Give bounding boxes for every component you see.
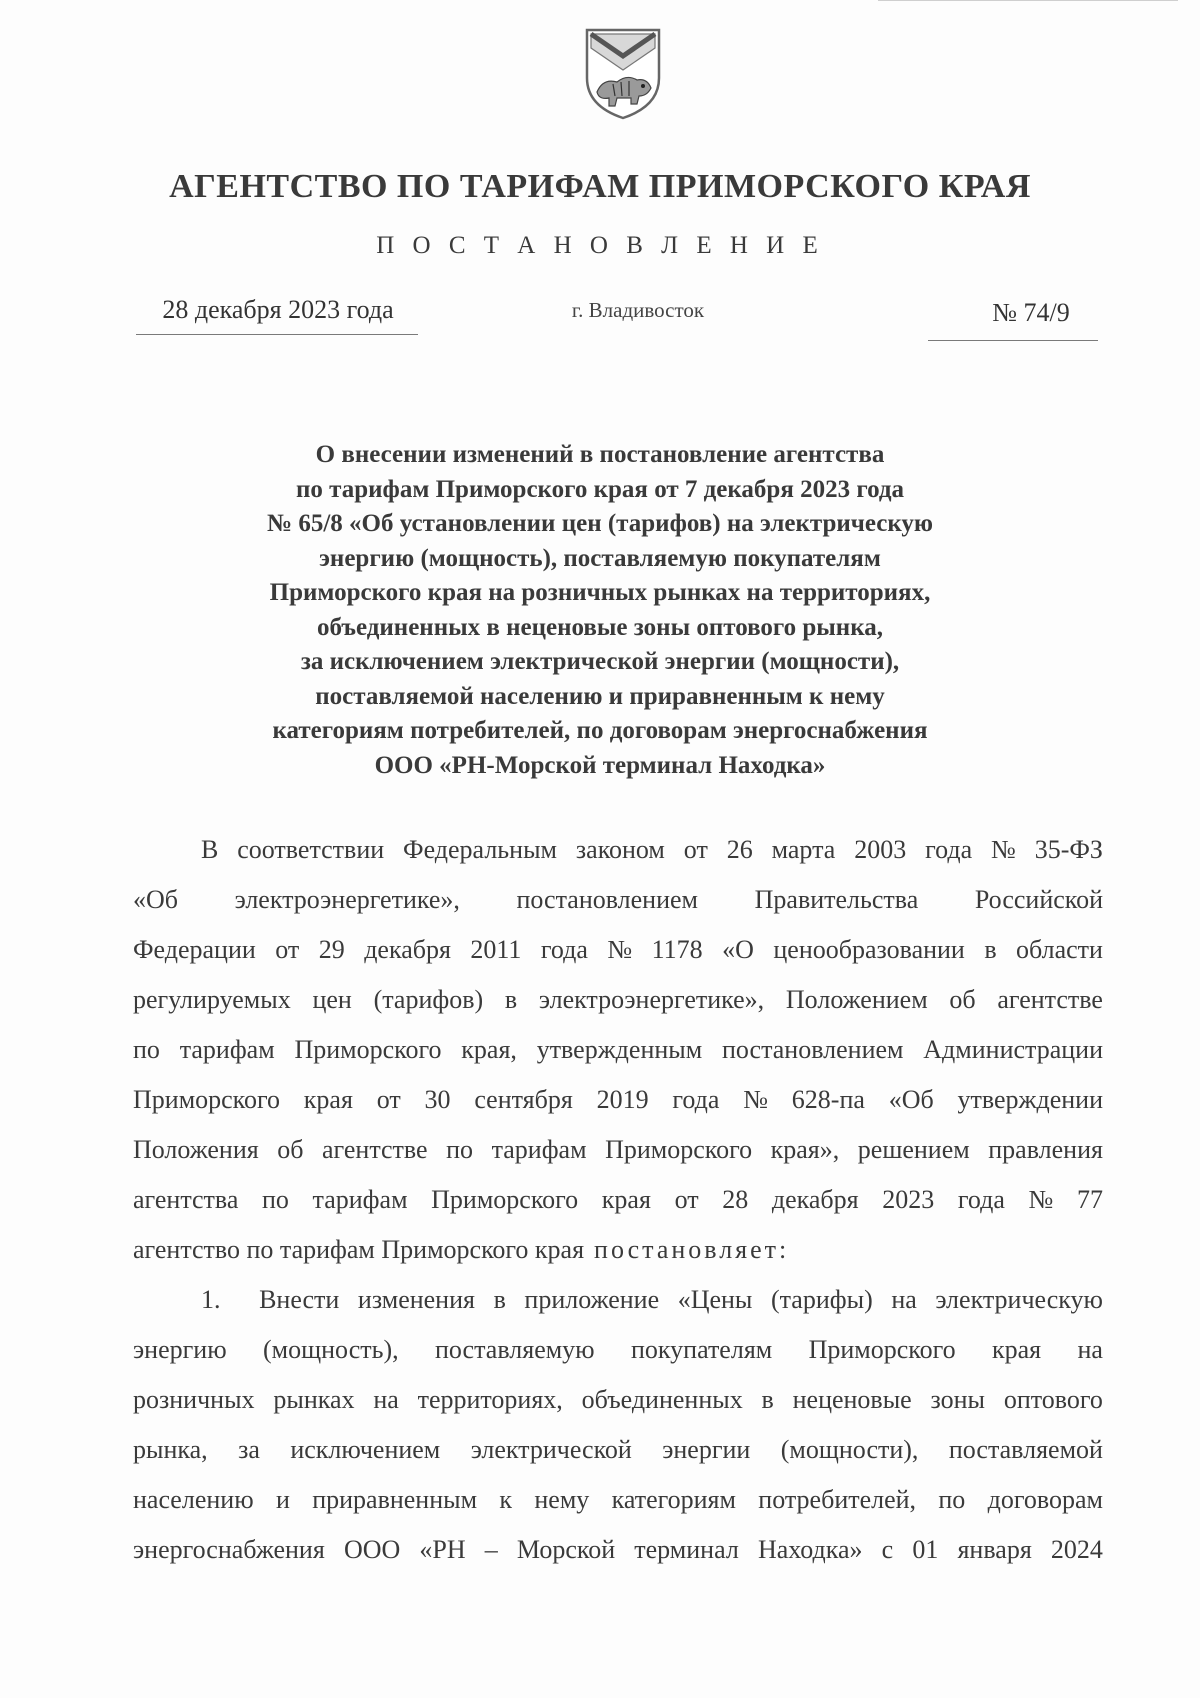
- body-word: энергию: [133, 1335, 227, 1364]
- body-word: соответствии: [237, 835, 385, 864]
- body-word: тарифам: [312, 1185, 408, 1214]
- body-word: утверждении: [957, 1085, 1103, 1114]
- body-word: 35-ФЗ: [1034, 835, 1103, 864]
- body-word: Приморского: [133, 1085, 281, 1114]
- body-word: 628-па: [791, 1085, 865, 1114]
- title-line: категориям потребителей, по договорам энергоснабжения: [272, 717, 928, 744]
- body-word: «Цены: [677, 1285, 753, 1314]
- body-word: постановляет:: [594, 1235, 790, 1264]
- body-line: [133, 1275, 1103, 1325]
- body-word: сентября: [474, 1085, 573, 1114]
- body-line: [133, 1125, 1103, 1175]
- body-word: Федеральным: [403, 835, 557, 864]
- body-word: 2019: [596, 1085, 649, 1114]
- body-word: законом: [575, 835, 665, 864]
- body-word: электрическую: [935, 1285, 1103, 1314]
- body-word: по: [446, 1135, 474, 1164]
- body-word: Приморского: [431, 1185, 579, 1214]
- body-word: «О: [722, 935, 754, 964]
- body-word: объединенных: [581, 1385, 743, 1414]
- body-word: №: [607, 935, 633, 964]
- body-word: В: [201, 835, 219, 864]
- body-word: 2024: [1050, 1535, 1103, 1564]
- body-word: потребителей,: [758, 1485, 917, 1514]
- body-word: тарифам: [491, 1135, 587, 1164]
- body-word: ценообразовании: [773, 935, 965, 964]
- body-word: края: [992, 1335, 1042, 1364]
- body-word: (мощность),: [263, 1335, 399, 1364]
- body-word: января: [957, 1535, 1032, 1564]
- body-line: [133, 1425, 1103, 1475]
- document-date: 28 декабря 2023 года: [162, 295, 394, 324]
- body-word: Находка»: [757, 1535, 863, 1564]
- body-word: решением: [857, 1135, 970, 1164]
- body-line: [133, 925, 1103, 975]
- body-word: на: [891, 1285, 917, 1314]
- body-word: розничных: [133, 1385, 255, 1414]
- body-word: «РН: [419, 1535, 466, 1564]
- body-word: правления: [988, 1135, 1103, 1164]
- body-word: договорам: [987, 1485, 1103, 1514]
- body-word: изменения: [357, 1285, 475, 1314]
- body-word: 2023: [882, 1185, 935, 1214]
- body-word: области: [1016, 935, 1103, 964]
- title-line: объединенных в неценовые зоны оптового рынка,: [317, 613, 883, 641]
- body-word: категориям: [611, 1485, 736, 1514]
- body-word: покупателям: [630, 1335, 773, 1364]
- body-word: 77: [1076, 1185, 1103, 1214]
- body-line: [133, 875, 1103, 925]
- body-word: оптового: [1003, 1385, 1103, 1414]
- body-word: приложение: [524, 1285, 660, 1314]
- title-line: ООО «РН-Морской терминал Находка»: [374, 751, 826, 779]
- body-word: 1178: [651, 935, 703, 964]
- body-word: края,: [461, 1035, 517, 1064]
- body-word: 1.: [201, 1285, 221, 1314]
- document-body: [133, 825, 1103, 1575]
- body-word: поставляемой: [948, 1435, 1103, 1464]
- body-word: от: [683, 835, 708, 864]
- body-word: Администрации: [923, 1035, 1103, 1064]
- body-line: [133, 1075, 1103, 1125]
- body-word: 2003: [854, 835, 907, 864]
- body-word: регулируемых: [133, 985, 291, 1014]
- body-word: нему: [534, 1485, 590, 1514]
- body-word: на: [1077, 1335, 1103, 1364]
- body-word: года: [925, 835, 973, 864]
- body-word: Приморского: [294, 1035, 442, 1064]
- body-word: 01: [912, 1535, 939, 1564]
- body-line: [133, 1325, 1103, 1375]
- body-word: края: [303, 1085, 353, 1114]
- body-word: агентство по тарифам Приморского края: [133, 1235, 585, 1264]
- body-word: Положения: [133, 1135, 259, 1164]
- body-word: на: [373, 1385, 399, 1414]
- body-word: рынках: [273, 1385, 355, 1414]
- body-word: энергии: [662, 1435, 751, 1464]
- body-word: –: [484, 1535, 498, 1564]
- scan-edge-line: [878, 0, 1178, 1]
- title-line: Приморского края на розничных рынках на территориях,: [269, 579, 931, 606]
- body-word: края: [601, 1185, 651, 1214]
- body-word: агентства: [133, 1185, 239, 1214]
- body-word: агентстве: [322, 1135, 428, 1164]
- title-line: поставляемой населению и приравненным к нему: [315, 682, 885, 710]
- body-word: электроэнергетике»,: [538, 985, 765, 1014]
- body-word: декабря: [364, 935, 451, 964]
- body-word: от: [674, 1185, 699, 1214]
- document-number: № 74/9: [992, 298, 1070, 327]
- body-word: 28: [722, 1185, 749, 1214]
- body-word: населению: [133, 1485, 254, 1514]
- body-word: в: [761, 1385, 774, 1414]
- body-word: №: [743, 1085, 768, 1114]
- body-word: рынка,: [133, 1435, 208, 1464]
- title-line: за исключением электрической энергии (мощности),: [300, 648, 900, 675]
- body-word: 30: [424, 1085, 451, 1114]
- title-line: по тарифам Приморского края от 7 декабря 2023 года: [295, 475, 905, 503]
- body-line: [133, 1375, 1103, 1425]
- body-word: «Об: [888, 1085, 934, 1114]
- body-line: [133, 1175, 1103, 1225]
- body-word: об: [949, 985, 976, 1014]
- body-word: 26: [726, 835, 753, 864]
- body-word: Внести: [259, 1285, 340, 1314]
- body-word: энергоснабжения: [133, 1535, 325, 1564]
- body-word: за: [238, 1435, 260, 1464]
- body-word: от: [376, 1085, 401, 1114]
- body-word: ООО: [343, 1535, 401, 1564]
- body-word: года: [540, 935, 588, 964]
- title-line: О внесении изменений в постановление агентства: [315, 441, 885, 468]
- body-word: №: [991, 835, 1016, 864]
- body-word: «Об: [133, 885, 179, 914]
- title-line: энергию (мощность), поставляемую покупателям: [319, 544, 881, 572]
- body-word: декабря: [771, 1185, 859, 1214]
- document-city: г. Владивосток: [571, 298, 705, 322]
- body-line: [133, 1525, 1103, 1575]
- body-word: цен: [312, 985, 352, 1014]
- body-word: №: [1028, 1185, 1054, 1214]
- body-word: постановлением: [721, 1035, 904, 1064]
- body-word: исключением: [290, 1435, 441, 1464]
- body-word: года: [957, 1185, 1005, 1214]
- body-word: в: [504, 985, 518, 1014]
- body-word: года: [672, 1085, 720, 1114]
- body-word: утвержденным: [536, 1035, 703, 1064]
- body-word: по: [262, 1185, 289, 1214]
- body-word: об: [277, 1135, 304, 1164]
- body-word: с: [881, 1535, 894, 1564]
- body-word: зоны: [930, 1385, 986, 1414]
- body-word: (тарифов): [373, 985, 484, 1014]
- body-word: агентстве: [997, 985, 1103, 1014]
- body-word: Морской: [516, 1535, 616, 1564]
- body-word: от: [275, 935, 300, 964]
- body-word: (тарифы): [770, 1285, 873, 1314]
- body-word: электрической: [470, 1435, 632, 1464]
- document-title: [180, 438, 1020, 783]
- body-line: [133, 1225, 1103, 1275]
- body-word: по: [938, 1485, 966, 1514]
- body-word: по: [133, 1035, 160, 1064]
- body-word: Приморского: [605, 1135, 753, 1164]
- body-word: приравненным: [312, 1485, 478, 1514]
- body-word: к: [499, 1485, 513, 1514]
- body-word: края»,: [770, 1135, 840, 1164]
- body-word: тарифам: [179, 1035, 275, 1064]
- body-word: поставляемую: [435, 1335, 595, 1364]
- body-word: в: [493, 1285, 506, 1314]
- body-word: в: [984, 935, 997, 964]
- body-word: Федерации: [133, 935, 256, 964]
- body-word: Положением: [785, 985, 928, 1014]
- body-word: 29: [318, 935, 345, 964]
- body-line: [133, 1475, 1103, 1525]
- title-line: № 65/8 «Об установлении цен (тарифов) на электрическую: [266, 510, 933, 537]
- document-type: П О С Т А Н О В Л Е Н И Е: [376, 232, 824, 259]
- number-underline: [928, 340, 1098, 341]
- date-underline: [136, 334, 418, 335]
- body-word: 2011: [470, 935, 522, 964]
- body-word: Правительства: [754, 885, 919, 914]
- body-word: территориях,: [417, 1385, 563, 1414]
- body-word: Российской: [974, 885, 1103, 914]
- agency-name: АГЕНТСТВО ПО ТАРИФАМ ПРИМОРСКОГО КРАЯ: [169, 168, 1031, 205]
- coat-of-arms-tiger-icon: [583, 26, 663, 120]
- body-word: неценовые: [792, 1385, 912, 1414]
- body-line: [133, 975, 1103, 1025]
- body-word: и: [275, 1485, 290, 1514]
- body-word: постановлением: [516, 885, 699, 914]
- body-word: марта: [771, 835, 836, 864]
- body-word: терминал: [634, 1535, 739, 1564]
- body-line: [133, 825, 1103, 875]
- body-line: [133, 1025, 1103, 1075]
- body-word: электроэнергетике»,: [234, 885, 460, 914]
- body-word: (мощности),: [780, 1435, 919, 1464]
- body-word: Приморского: [808, 1335, 956, 1364]
